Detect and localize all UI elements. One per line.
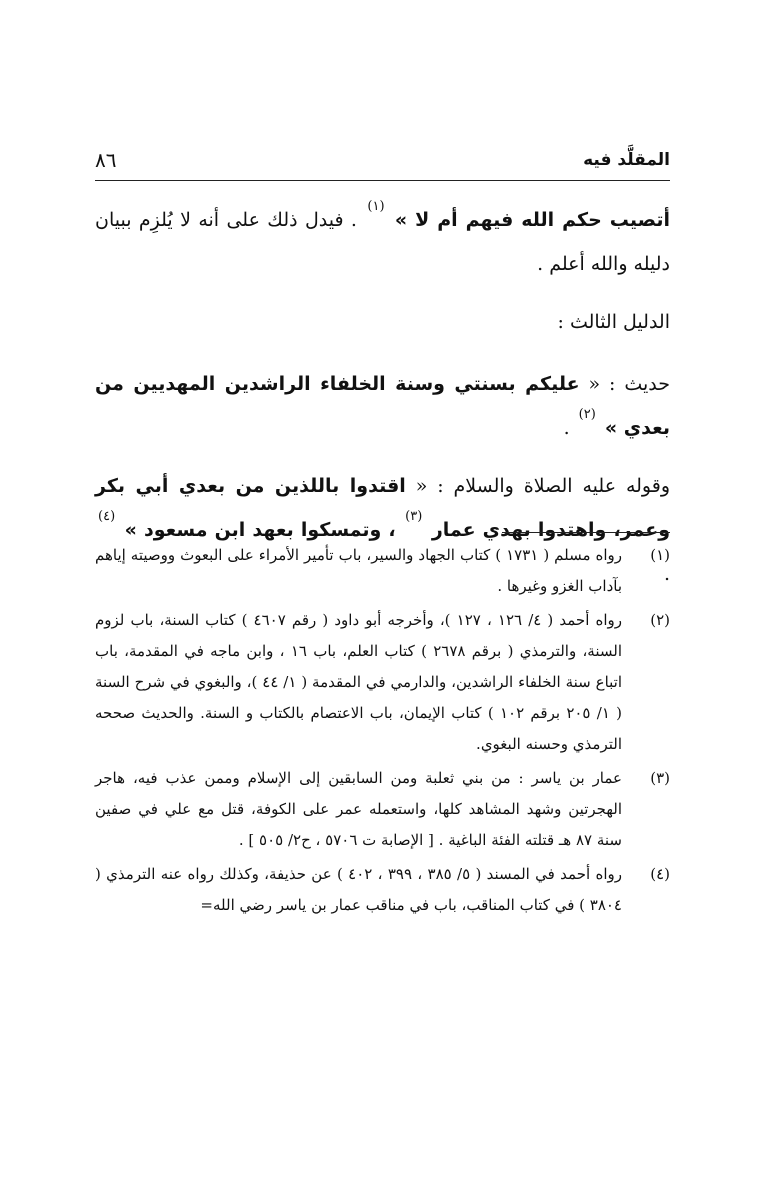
hadith-intro: وقوله عليه الصلاة والسلام : « (415, 475, 670, 497)
footnote-ref-2: (٢) (578, 407, 596, 422)
paragraph-1 (95, 198, 670, 286)
page-number: ٨٦ (95, 148, 117, 172)
quote-text: أتصيب حكم الله فيهم أم لا » (394, 209, 670, 231)
paragraph-text: . فيدل ذلك على أنه لا يُلزِم ببيان دليله والله أعلم . (95, 209, 670, 275)
footnote-ref-4: (٤) (98, 509, 116, 524)
footnote-number: (٤) (650, 865, 670, 883)
footnote (95, 605, 670, 760)
footnote-text: رواه مسلم ( ١٧٣١ ) كتاب الجهاد والسير، باب تأمير الأمراء على البعوث ووصيته إياهم بآداب الغزو وغيرها . (95, 546, 622, 595)
footnote (95, 540, 670, 602)
footnote-text: رواه أحمد ( ٤/ ١٢٦ ، ١٢٧ )، وأخرجه أبو داود ( رقم ٤٦٠٧ ) كتاب السنة، باب لزوم السنة، والترمذي ( برقم ٢٦٧٨ ) كتاب العلم، باب ١٦ ، وابن ماجه في المقدمة، باب اتباع سنة الخلفاء الراشدين، والدارمي في المقدمة ( ١/ ٤٤ )، والبغوي في شرح السنة ( ١/ ٢٠٥ برقم ١٠٢ ) كتاب الإيمان، باب الاعتصام بالكتاب و السنة. والحديث صححه الترمذي وحسنه البغوي. (95, 611, 623, 753)
footnote-divider (502, 532, 670, 533)
footnote-number: (٣) (650, 769, 670, 787)
section-heading: الدليل الثالث : (557, 311, 670, 333)
page-header (95, 140, 670, 180)
running-title: المقلَّد فيه (583, 150, 670, 170)
footnote (95, 763, 670, 856)
paragraph-2 (95, 362, 670, 450)
paragraph-end: . (663, 563, 670, 585)
footnote (95, 859, 670, 921)
header-divider (95, 180, 670, 181)
footnote-ref-1: (١) (367, 199, 385, 214)
footnote-number: (٢) (650, 611, 670, 629)
hadith-intro: حديث : « (588, 373, 670, 395)
footnote-text: عمار بن ياسر : من بني ثعلبة ومن السابقين إلى الإسلام وممن عذب فيه، هاجر الهجرتين وشهد المشاهد كلها، واستعمله عمر على الكوفة، قتل مع علي في صفين سنة ٨٧ هـ قتلته الفئة الباغية . [ الإصابة ت ٥٧٠٦ ، ح٢/ ٥٠٥ ] . (95, 769, 622, 849)
book-page (95, 140, 671, 914)
hadith-text: اقتدوا باللذين من بعدي أبي بكر وعمر، واهتدوا بهدي عمار (95, 475, 671, 541)
hadith-text: عليكم بسنتي وسنة الخلفاء الراشدين المهديين من بعدي » (95, 373, 670, 439)
footnote-ref-3: (٣) (405, 509, 423, 524)
footnote-number: (١) (650, 546, 670, 564)
paragraph-end: . (563, 417, 570, 439)
footnotes (95, 540, 670, 924)
footnote-text: رواه أحمد في المسند ( ٥/ ٣٨٥ ، ٣٩٩ ، ٤٠٢ ) عن حذيفة، وكذلك رواه عنه الترمذي ( ٣٨٠٤ ) في كتاب المناقب، باب في مناقب عمار بن ياسر رضي الله= (95, 865, 622, 914)
hadith-text: ، وتمسكوا بعهد ابن مسعود » (124, 519, 396, 541)
